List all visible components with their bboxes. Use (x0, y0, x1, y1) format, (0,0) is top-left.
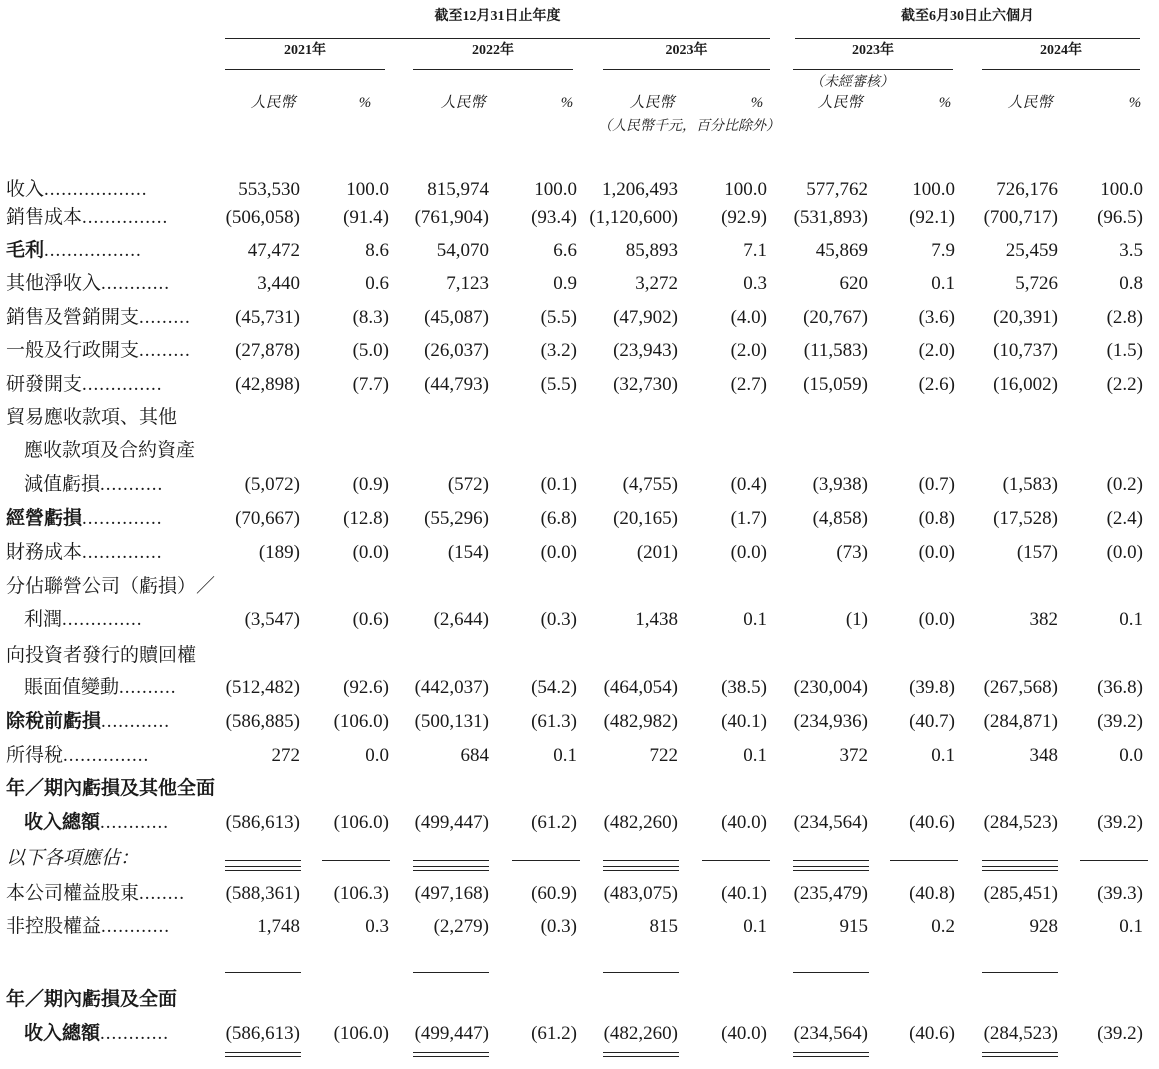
percent-cell: (1.5) (1106, 340, 1143, 361)
leader-dots: .................. (44, 179, 148, 200)
double-rule (793, 866, 869, 871)
amount-cell: (497,168) (414, 883, 489, 904)
year-underline-2023-half (793, 69, 953, 70)
amount-cell: (55,296) (424, 508, 489, 529)
leader-dots: ............... (82, 207, 169, 228)
row-label-text: 所得稅 (6, 745, 64, 766)
leader-dots: ............ (101, 273, 171, 294)
row-label-text: 其他淨收入 (6, 273, 102, 294)
percent-cell: (2.4) (1106, 508, 1143, 529)
amount-cell: (230,004) (793, 677, 868, 698)
percent-cell: (39.2) (1097, 812, 1143, 833)
amount-cell: (1,120,600) (589, 207, 678, 228)
amount-cell: (17,528) (993, 508, 1058, 529)
row-label-text: 年／期內虧損及其他全面 (6, 778, 216, 799)
row-label-text: 非控股權益 (6, 916, 102, 937)
percent-cell: (36.8) (1097, 677, 1143, 698)
row-label (24, 610, 143, 629)
year-underline-2023 (603, 69, 770, 70)
amount-cell: 577,762 (806, 179, 868, 200)
amount-cell: (44,793) (424, 374, 489, 395)
row-label (6, 849, 139, 868)
percent-cell: 100.0 (534, 179, 577, 200)
amount-cell: (1,583) (1002, 474, 1058, 495)
amount-cell: (234,936) (793, 711, 868, 732)
amount-cell: (4,755) (622, 474, 678, 495)
percent-cell: (0.8) (918, 508, 955, 529)
leader-dots: .............. (82, 508, 163, 529)
leader-dots: ................. (44, 240, 142, 261)
amount-cell: 25,459 (1005, 240, 1058, 261)
row-label (6, 241, 142, 260)
rule (890, 860, 958, 861)
amount-cell: (20,391) (993, 307, 1058, 328)
percent-cell: 7.9 (931, 240, 955, 261)
double-rule (603, 866, 679, 871)
amount-cell: (73) (836, 542, 868, 563)
row-label (6, 543, 163, 562)
leader-dots: ............ (101, 916, 171, 937)
percent-cell: 0.1 (553, 745, 577, 766)
amount-cell: (700,717) (983, 207, 1058, 228)
amount-cell: 815 (649, 916, 678, 937)
col-pct-2023-half: % (938, 95, 952, 111)
percent-cell: (2.2) (1106, 374, 1143, 395)
leader-dots: ........... (100, 474, 164, 495)
percent-cell: (5.5) (540, 374, 577, 395)
percent-cell: (61.2) (531, 812, 577, 833)
row-label-text: 應收款項及合約資產 (24, 440, 196, 461)
percent-cell: (54.2) (531, 677, 577, 698)
amount-cell: (572) (447, 474, 489, 495)
amount-cell: (4,858) (812, 508, 868, 529)
row-label-text: 減值虧損 (24, 474, 101, 495)
percent-cell: (39.8) (909, 677, 955, 698)
amount-cell: (531,893) (793, 207, 868, 228)
percent-cell: (0.0) (918, 609, 955, 630)
percent-cell: (40.8) (909, 883, 955, 904)
row-label (6, 509, 163, 528)
percent-cell: 8.6 (365, 240, 389, 261)
percent-cell: (12.8) (343, 508, 389, 529)
leader-dots: .......... (119, 677, 177, 698)
row-label (6, 408, 177, 427)
percent-cell: (3.6) (918, 307, 955, 328)
percent-cell: (0.7) (918, 474, 955, 495)
percent-cell: 0.3 (365, 916, 389, 937)
percent-cell: (0.0) (352, 542, 389, 563)
percent-cell: 0.0 (1119, 745, 1143, 766)
amount-cell: 684 (460, 745, 489, 766)
row-label (6, 712, 170, 731)
row-label (6, 990, 177, 1009)
amount-cell: (23,943) (613, 340, 678, 361)
amount-cell: 915 (839, 916, 868, 937)
amount-cell: (2,279) (433, 916, 489, 937)
rule (793, 860, 869, 861)
row-label (6, 341, 191, 360)
amount-cell: 722 (649, 745, 678, 766)
amount-cell: (284,871) (983, 711, 1058, 732)
percent-cell: (2.8) (1106, 307, 1143, 328)
amount-cell: 382 (1029, 609, 1058, 630)
row-label-text: 以下各項應佔： (6, 848, 140, 869)
group-header-annual: 截至12月31日止年度 (434, 9, 561, 24)
amount-cell: (157) (1016, 542, 1058, 563)
leader-dots: ......... (139, 307, 191, 328)
amount-cell: (32,730) (613, 374, 678, 395)
double-rule (225, 1052, 301, 1057)
amount-cell: (2,644) (433, 609, 489, 630)
amount-cell: (482,982) (603, 711, 678, 732)
amount-cell: (588,361) (225, 883, 300, 904)
amount-cell: (482,260) (603, 812, 678, 833)
percent-cell: 0.2 (931, 916, 955, 937)
amount-cell: (512,482) (225, 677, 300, 698)
row-label (6, 779, 215, 798)
amount-cell: (3,547) (244, 609, 300, 630)
percent-cell: (92.1) (909, 207, 955, 228)
row-label-text: 銷售成本 (6, 207, 83, 228)
double-rule (413, 1052, 489, 1057)
year-header-2023-half: 2023年 (852, 43, 894, 58)
percent-cell: 0.3 (743, 273, 767, 294)
percent-cell: (2.0) (918, 340, 955, 361)
amount-cell: 85,893 (625, 240, 678, 261)
amount-cell: (267,568) (983, 677, 1058, 698)
percent-cell: (106.0) (333, 812, 389, 833)
amount-cell: (10,737) (993, 340, 1058, 361)
row-label-text: 收入 (6, 179, 45, 200)
amount-cell: (20,165) (613, 508, 678, 529)
rule (603, 860, 679, 861)
leader-dots: ............ (100, 812, 170, 833)
rule (322, 860, 390, 861)
percent-cell: (6.8) (540, 508, 577, 529)
amount-cell: (482,260) (603, 1023, 678, 1044)
double-rule (982, 1052, 1058, 1057)
row-label-text: 財務成本 (6, 542, 83, 563)
percent-cell: 0.9 (553, 273, 577, 294)
row-label-text: 利潤 (24, 609, 63, 630)
leader-dots: ............ (100, 1023, 170, 1044)
percent-cell: (40.0) (721, 1023, 767, 1044)
percent-cell: (40.6) (909, 1023, 955, 1044)
percent-cell: (3.2) (540, 340, 577, 361)
row-label (6, 308, 191, 327)
rule (793, 972, 869, 973)
percent-cell: (0.0) (730, 542, 767, 563)
amount-cell: 348 (1029, 745, 1058, 766)
percent-cell: (38.5) (721, 677, 767, 698)
row-label (6, 180, 148, 199)
col-rmb-2022: 人民幣 (440, 95, 486, 111)
col-rmb-2023-half: 人民幣 (817, 95, 863, 111)
col-rmb-2024-half: 人民幣 (1007, 95, 1053, 111)
percent-cell: (8.3) (352, 307, 389, 328)
row-label-text: 銷售及營銷開支 (6, 307, 140, 328)
amount-cell: (586,613) (225, 812, 300, 833)
percent-cell: 0.1 (931, 273, 955, 294)
group-header-half: 截至6月30日止六個月 (901, 9, 1034, 24)
percent-cell: 0.8 (1119, 273, 1143, 294)
amount-cell: (189) (258, 542, 300, 563)
leader-dots: .............. (62, 609, 143, 630)
year-underline-2024-half (982, 69, 1140, 70)
amount-cell: 7,123 (446, 273, 489, 294)
percent-cell: (40.1) (721, 711, 767, 732)
amount-cell: (201) (636, 542, 678, 563)
amount-cell: 928 (1029, 916, 1058, 937)
row-label (24, 813, 169, 832)
row-label-text: 毛利 (6, 240, 45, 261)
year-header-2023: 2023年 (665, 43, 708, 58)
percent-cell: (2.0) (730, 340, 767, 361)
amount-cell: (47,902) (613, 307, 678, 328)
leader-dots: ............ (101, 711, 171, 732)
percent-cell: 0.1 (743, 916, 767, 937)
row-label-text: 分佔聯營公司（虧損）／ (6, 576, 216, 597)
amount-cell: (235,479) (793, 883, 868, 904)
percent-cell: (0.0) (540, 542, 577, 563)
amount-cell: (11,583) (803, 340, 868, 361)
row-label (6, 917, 170, 936)
row-label (6, 646, 196, 665)
rule (603, 972, 679, 973)
amount-cell: (5,072) (244, 474, 300, 495)
percent-cell: (60.9) (531, 883, 577, 904)
percent-cell: 0.1 (931, 745, 955, 766)
rule (1080, 860, 1148, 861)
rule (413, 972, 489, 973)
percent-cell: 0.0 (365, 745, 389, 766)
amount-cell: (20,767) (803, 307, 868, 328)
percent-cell: (40.1) (721, 883, 767, 904)
percent-cell: (2.6) (918, 374, 955, 395)
percent-cell: (0.4) (730, 474, 767, 495)
amount-cell: 3,272 (635, 273, 678, 294)
percent-cell: (40.0) (721, 812, 767, 833)
amount-cell: (45,731) (235, 307, 300, 328)
percent-cell: 100.0 (1100, 179, 1143, 200)
row-label (6, 577, 215, 596)
percent-cell: 0.1 (743, 609, 767, 630)
amount-cell: (26,037) (424, 340, 489, 361)
amount-cell: 3,440 (257, 273, 300, 294)
row-label-text: 研發開支 (6, 374, 83, 395)
year-underline-2022 (413, 69, 573, 70)
percent-cell: 0.1 (743, 745, 767, 766)
unaudited-note: （未經審核） (810, 75, 894, 90)
percent-cell: (4.0) (730, 307, 767, 328)
amount-cell: 553,530 (238, 179, 300, 200)
amount-cell: (234,564) (793, 1023, 868, 1044)
row-label-text: 賬面值變動 (24, 677, 120, 698)
double-rule (793, 1052, 869, 1057)
leader-dots: ......... (139, 340, 191, 361)
amount-cell: (284,523) (983, 1023, 1058, 1044)
amount-cell: (27,878) (235, 340, 300, 361)
amount-cell: 272 (271, 745, 300, 766)
col-pct-2021: % (358, 95, 372, 111)
percent-cell: 6.6 (553, 240, 577, 261)
col-pct-2023: % (750, 95, 764, 111)
percent-cell: 100.0 (912, 179, 955, 200)
percent-cell: (0.2) (1106, 474, 1143, 495)
row-label-text: 除稅前虧損 (6, 711, 102, 732)
amount-cell: (284,523) (983, 812, 1058, 833)
amount-cell: (15,059) (803, 374, 868, 395)
percent-cell: 100.0 (724, 179, 767, 200)
percent-cell: (40.7) (909, 711, 955, 732)
amount-cell: 45,869 (815, 240, 868, 261)
amount-cell: (506,058) (225, 207, 300, 228)
percent-cell: (0.6) (352, 609, 389, 630)
double-rule (413, 866, 489, 871)
percent-cell: (0.3) (540, 916, 577, 937)
amount-cell: (154) (447, 542, 489, 563)
row-label-text: 貿易應收款項、其他 (6, 407, 178, 428)
row-label (24, 678, 177, 697)
amount-cell: (500,131) (414, 711, 489, 732)
percent-cell: (92.9) (721, 207, 767, 228)
group-underline-half (795, 38, 1140, 39)
amount-cell: (586,613) (225, 1023, 300, 1044)
unit-note: （人民幣千元，百分比除外） (598, 119, 780, 134)
amount-cell: (234,564) (793, 812, 868, 833)
amount-cell: (45,087) (424, 307, 489, 328)
percent-cell: 100.0 (346, 179, 389, 200)
percent-cell: 3.5 (1119, 240, 1143, 261)
percent-cell: (5.0) (352, 340, 389, 361)
percent-cell: (0.0) (1106, 542, 1143, 563)
row-label (24, 475, 163, 494)
percent-cell: (7.7) (352, 374, 389, 395)
group-underline-annual (225, 38, 770, 39)
rule (225, 972, 301, 973)
row-label-text: 經營虧損 (6, 508, 83, 529)
rule (225, 860, 301, 861)
col-rmb-2023: 人民幣 (629, 95, 675, 111)
percent-cell: (1.7) (730, 508, 767, 529)
year-header-2024-half: 2024年 (1040, 43, 1082, 58)
percent-cell: (40.6) (909, 812, 955, 833)
amount-cell: (499,447) (414, 812, 489, 833)
amount-cell: (3,938) (812, 474, 868, 495)
col-rmb-2021: 人民幣 (250, 95, 296, 111)
percent-cell: (0.1) (540, 474, 577, 495)
percent-cell: (2.7) (730, 374, 767, 395)
row-label (6, 746, 149, 765)
amount-cell: 54,070 (436, 240, 489, 261)
percent-cell: (92.6) (343, 677, 389, 698)
percent-cell: 0.1 (1119, 609, 1143, 630)
amount-cell: 726,176 (996, 179, 1058, 200)
percent-cell: (96.5) (1097, 207, 1143, 228)
row-label-text: 收入總額 (24, 1023, 101, 1044)
col-pct-2022: % (560, 95, 574, 111)
amount-cell: (42,898) (235, 374, 300, 395)
percent-cell: (0.0) (918, 542, 955, 563)
double-rule (603, 1052, 679, 1057)
rule (982, 860, 1058, 861)
rule (413, 860, 489, 861)
amount-cell: (16,002) (993, 374, 1058, 395)
amount-cell: (1) (845, 609, 868, 630)
row-label (6, 274, 170, 293)
amount-cell: 372 (839, 745, 868, 766)
amount-cell: (761,904) (414, 207, 489, 228)
row-label (24, 1024, 169, 1043)
percent-cell: (106.0) (333, 711, 389, 732)
row-label (6, 208, 168, 227)
leader-dots: .............. (82, 542, 163, 563)
row-label-text: 年／期內虧損及全面 (6, 989, 178, 1010)
rule (982, 972, 1058, 973)
amount-cell: 1,206,493 (602, 179, 678, 200)
row-label-text: 向投資者發行的贖回權 (6, 645, 197, 666)
percent-cell: (106.0) (333, 1023, 389, 1044)
amount-cell: (499,447) (414, 1023, 489, 1044)
leader-dots: .............. (82, 374, 163, 395)
amount-cell: (442,037) (414, 677, 489, 698)
amount-cell: (70,667) (235, 508, 300, 529)
row-label-text: 本公司權益股東 (6, 883, 140, 904)
amount-cell: 1,748 (257, 916, 300, 937)
percent-cell: (0.3) (540, 609, 577, 630)
year-header-2022: 2022年 (472, 43, 514, 58)
double-rule (982, 866, 1058, 871)
double-rule (225, 866, 301, 871)
percent-cell: (5.5) (540, 307, 577, 328)
amount-cell: 5,726 (1015, 273, 1058, 294)
year-underline-2021 (225, 69, 385, 70)
amount-cell: 1,438 (635, 609, 678, 630)
percent-cell: (106.3) (333, 883, 389, 904)
year-header-2021: 2021年 (284, 43, 326, 58)
percent-cell: (93.4) (531, 207, 577, 228)
row-label-text: 收入總額 (24, 812, 101, 833)
rule (702, 860, 770, 861)
percent-cell: (61.2) (531, 1023, 577, 1044)
leader-dots: ........ (139, 883, 186, 904)
percent-cell: (39.2) (1097, 711, 1143, 732)
percent-cell: (0.9) (352, 474, 389, 495)
amount-cell: (285,451) (983, 883, 1058, 904)
row-label-text: 一般及行政開支 (6, 340, 140, 361)
percent-cell: (91.4) (343, 207, 389, 228)
leader-dots: ............... (63, 745, 150, 766)
amount-cell: (464,054) (603, 677, 678, 698)
amount-cell: 620 (839, 273, 868, 294)
percent-cell: (39.3) (1097, 883, 1143, 904)
amount-cell: (586,885) (225, 711, 300, 732)
rule (512, 860, 580, 861)
row-label (24, 441, 195, 460)
percent-cell: (61.3) (531, 711, 577, 732)
amount-cell: 815,974 (427, 179, 489, 200)
percent-cell: 7.1 (743, 240, 767, 261)
percent-cell: (39.2) (1097, 1023, 1143, 1044)
percent-cell: 0.1 (1119, 916, 1143, 937)
amount-cell: 47,472 (247, 240, 300, 261)
col-pct-2024-half: % (1128, 95, 1142, 111)
row-label (6, 884, 185, 903)
amount-cell: (483,075) (603, 883, 678, 904)
row-label (6, 375, 163, 394)
percent-cell: 0.6 (365, 273, 389, 294)
